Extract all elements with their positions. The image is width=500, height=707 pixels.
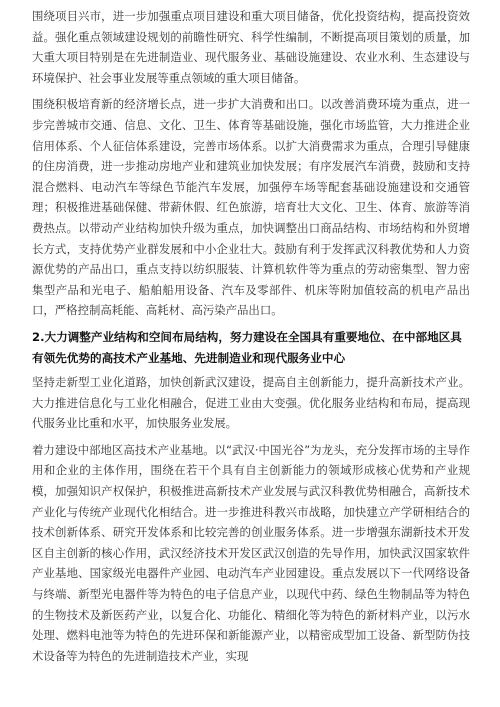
- section-heading: 2.大力调整产业结构和空间布局结构，努力建设在全国具有重要地位、在中部地区具有领先优势的高技术产业基地、先进制造业和现代服务业中心: [32, 329, 462, 365]
- document-page: [32, 6, 470, 672]
- paragraph-new-industrialization: 坚持走新型工业化道路，加快创新武汉建设，提高自主创新能力，提升高新技术产业。大力推进信息化与工业化相融合，促进工业由大变强。优化服务业结构和布局，提高现代服务业比重和水平，加快服务业发展。: [32, 375, 470, 431]
- paragraph-project-investment: 围绕项目兴市，进一步加强重点项目建设和重大项目储备，优化投资结构，提高投资效益。强化重点领域建设规划的前瞻性研究、科学性编制，不断提高项目策划的质量，加大重大项目特别是在先进制造业、现代服务业、基础设施建设、农业水利、生态建设与环境保护、社会事业发展等重点领域的重大项目储备。: [32, 9, 470, 85]
- paragraph-high-tech-base: 着力建设中部地区高技术产业基地。以“武汉·中国光谷”为龙头，充分发挥市场的主导作用和企业的主体作用，围绕在若干个具有自主创新能力的领域形成核心优势和产业规模，加强知识产权保护，积极推进高新技术产业发展与武汉科教优势相融合，高新技术产业化与传统产业现代化相结合。进一步推进科教兴市战略，加快建立产学研相结合的技术创新体系、研究开发体系和比较完善的创业服务体系。进一步增强东湖新技术开发区自主创新的核心作用，武汉经济技术开发区武汉创造的先导作用，加快武汉国家软件产业基地、国家级光电器件产业园、电动汽车产业园建设。重点发展以下一代网络设备与终端、新型光电器件等为特色的电子信息产业，以现代中药、绿色生物制品等为特色的生物技术及新医药产业，以复合化、功能化、精细化等为特色的新材料产业，以污水处理、燃料电池等为特色的先进环保和新能源产业，以精密成型加工设备、新型防伪技术设备等为特色的先进制造技术产业，实现: [32, 442, 470, 663]
- paragraph-consumption-export: 围绕积极培育新的经济增长点，进一步扩大消费和出口。以改善消费环境为重点，进一步完善城市交通、信息、文化、卫生、体育等基础设施，强化市场监管，大力推进企业信用体系、个人征信体系建设，完善市场体系。以扩大消费需求为重点，合理引导健康的住房消费，进一步推动房地产业和建筑业加快发展；有序发展汽车消费，鼓励和支持混合燃料、电动汽车等绿色节能汽车发展，加强停车场等配套基础设施建设和交通管理；积极推进基础保健、带薪休假、红色旅游，培育壮大文化、卫生、体育、旅游等消费热点。以带动产业结构加快升级为重点，加快调整出口商品结构、市场结构和外贸增长方式，支持优势产业群发展和中小企业壮大。鼓励有利于发挥武汉科教优势和人力资源优势的产品出口，重点支持以纺织服装、计算机软件等为重点的劳动密集型、智力密集型产品和光电子、船舶船用设备、汽车及零部件、机床等附加值较高的机电产品出口，严格控制高耗能、高耗材、高污染产品出口。: [32, 97, 470, 318]
